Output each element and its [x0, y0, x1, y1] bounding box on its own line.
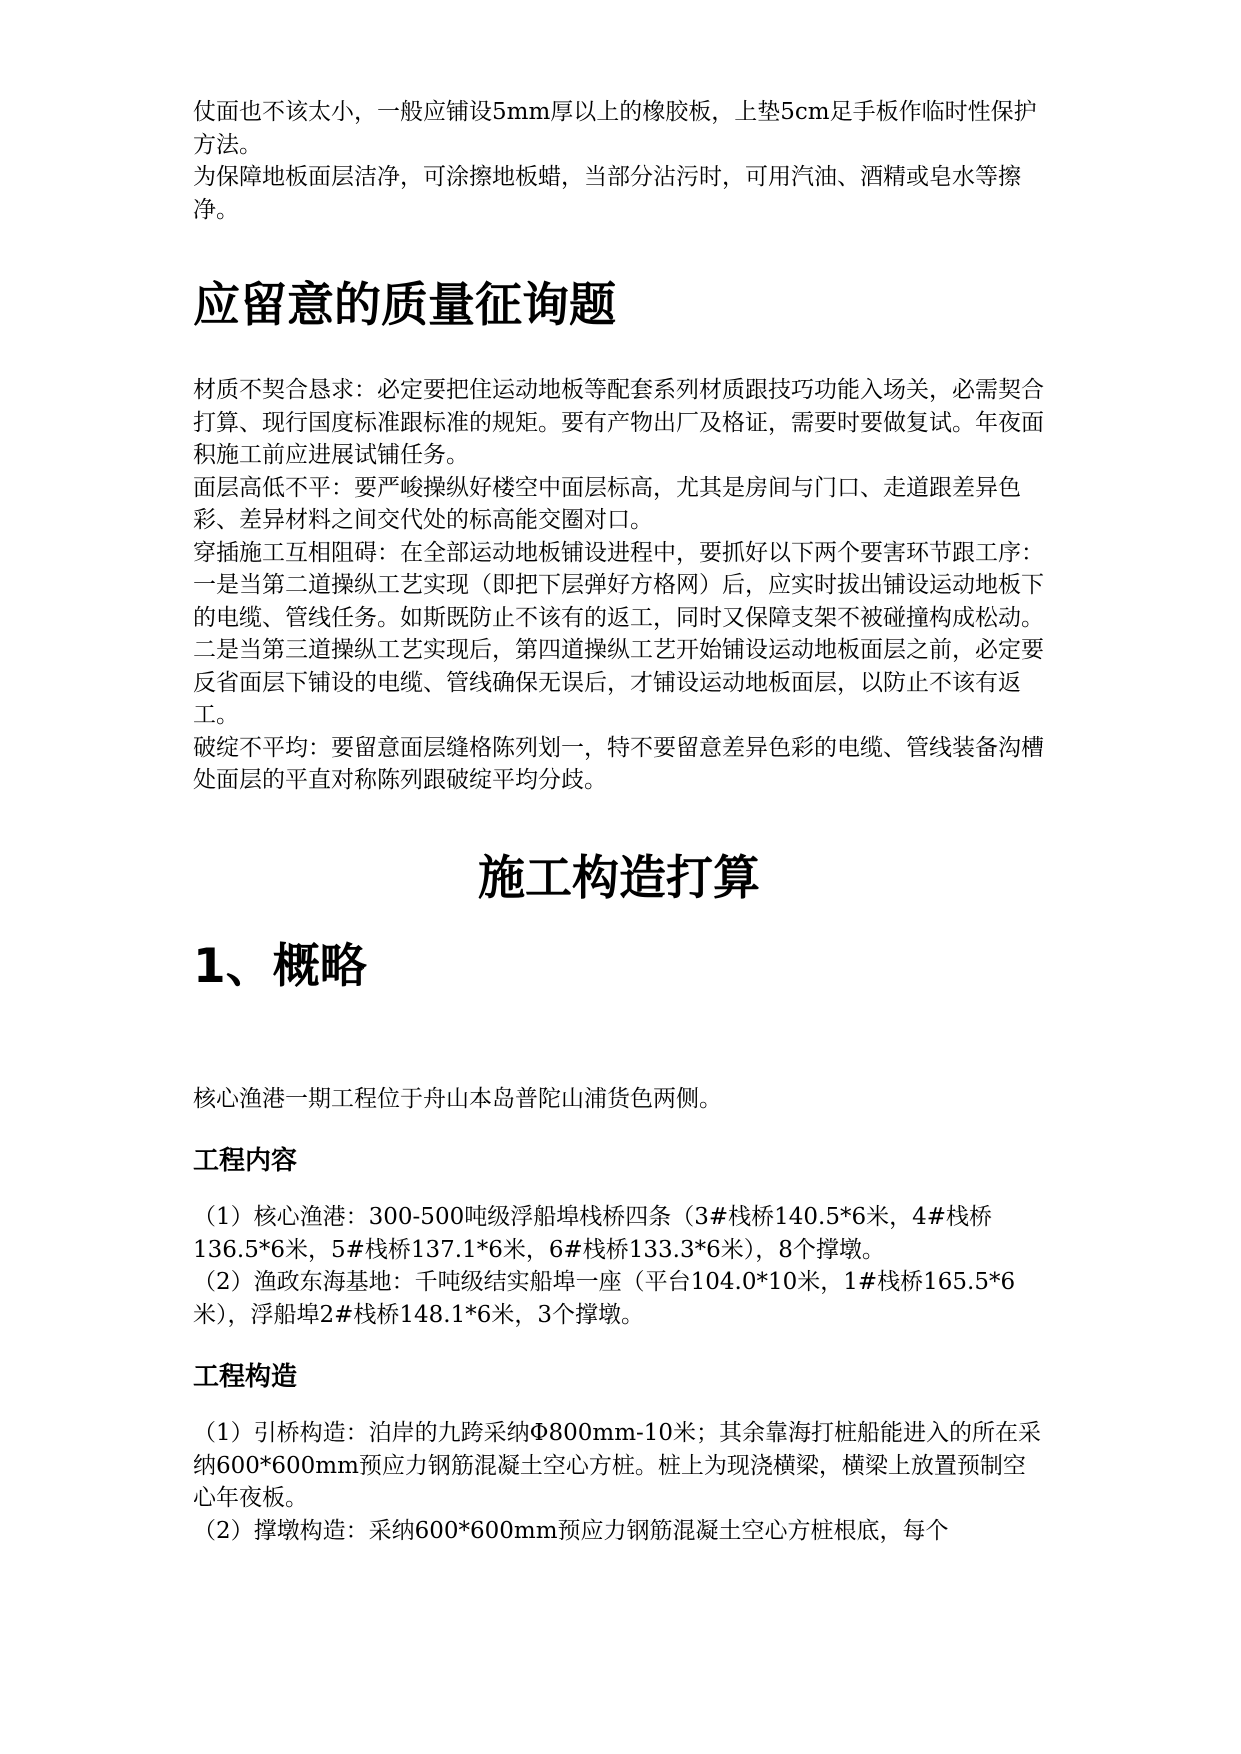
project-structure-list	[193, 1417, 1045, 1547]
heading-project-content: 工程内容	[193, 1146, 298, 1176]
overview-paragraph: 核心渔港一期工程位于舟山本岛普陀山浦货色两侧。	[193, 1085, 722, 1112]
paragraph-cross-construction: 穿插施工互相阻碍：在全部运动地板铺设进程中，要抓好以下两个要害环节跟工序：一是当第二道操纵工艺实现（即把下层弹好方格网）后，应实时拔出铺设运动地板下的电缆、管线任务。如斯既防止不该有的返工，同时又保障支架不被碰撞构成松动。二是当第三道操纵工艺实现后，第四道操纵工艺开始铺设运动地板面层之前，必定要反省面层下铺设的电缆、管线确保无误后，才铺设运动地板面层，以防止不该有返工。	[193, 539, 1044, 728]
paragraph-level: 面层高低不平：要严峻操纵好楼空中面层标高，尤其是房间与门口、走道跟差异色彩、差异材料之间交代处的标高能交圈对口。	[193, 474, 1021, 533]
paragraph-seams: 破绽不平均：要留意面层缝格陈列划一，特不要留意差异色彩的电缆、管线装备沟槽处面层的平直对称陈列跟破绽平均分歧。	[193, 734, 1044, 793]
content-item-1: （1）核心渔港：300-500吨级浮船埠栈桥四条（3#栈桥140.5*6米，4#栈桥136.5*6米，5#栈桥137.1*6米，6#栈桥133.3*6米），8个撑墩。	[193, 1204, 992, 1263]
subheading-overview: 1、概略	[193, 938, 367, 994]
content-item-2: （2）渔政东海基地：千吨级结实船埠一座（平台104.0*10米，1#栈桥165.5*6米），浮船埠2#栈桥148.1*6米，3个撑墩。	[193, 1269, 1016, 1328]
quality-issues-body	[193, 374, 1045, 797]
paragraph-material: 材质不契合恳求：必定要把住运动地板等配套系列材质跟技巧功能入场关，必需契合打算、现行国度标准跟标准的规矩。要有产物出厂及格证，需要时要做复试。年夜面积施工前应进展试铺任务。	[193, 377, 1044, 468]
page-content	[193, 96, 1045, 1547]
heading-project-structure: 工程构造	[193, 1362, 298, 1392]
structure-item-1: （1）引桥构造：泊岸的九跨采纳Φ800mm-10米；其余靠海打桩船能进入的所在采纳600*600mm预应力钢筋混凝土空心方桩。桩上为现浇横梁，横梁上放置预制空心年夜板。	[193, 1420, 1042, 1511]
section-heading-quality-issues: 应留意的质量征询题	[193, 278, 616, 333]
intro-paragraph-1: 仗面也不该太小，一般应铺设5mm厚以上的橡胶板，上垫5cm足手板作临时性保护方法。	[193, 99, 1037, 158]
project-content-list	[193, 1201, 1045, 1331]
structure-item-2: （2）撑墩构造：采纳600*600mm预应力钢筋混凝土空心方桩根底，每个	[193, 1517, 949, 1544]
section-heading-construction-plan: 施工构造打算	[478, 850, 760, 906]
intro-paragraph-2: 为保障地板面层洁净，可涂擦地板蜡，当部分沾污时，可用汽油、酒精或皂水等擦净。	[193, 164, 1021, 223]
